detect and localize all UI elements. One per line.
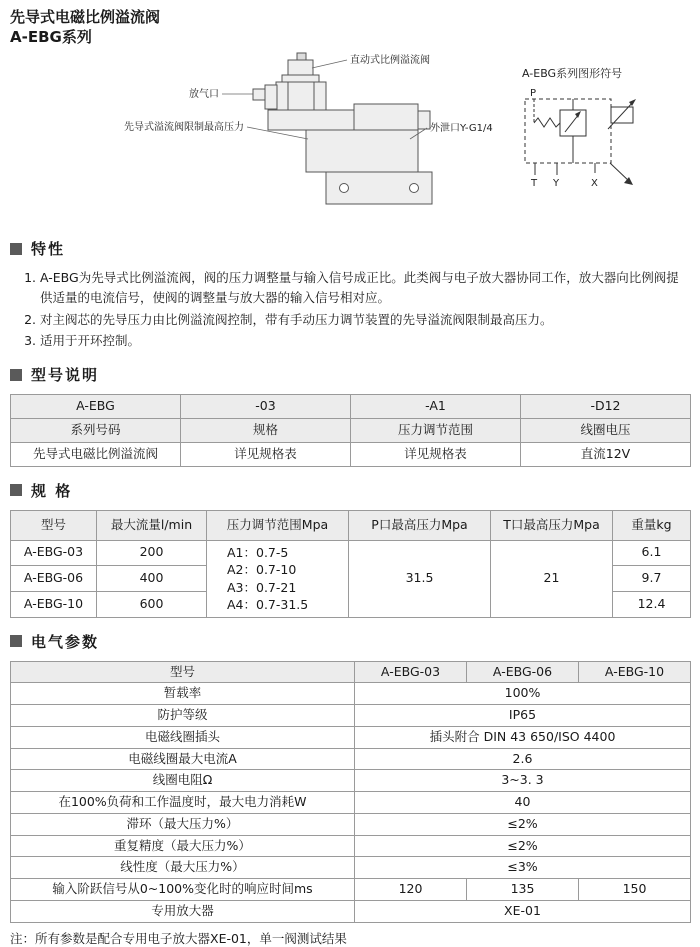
column-header: P口最高压力Mpa	[349, 510, 491, 540]
param-label: 电磁线圈最大电流A	[11, 748, 355, 770]
param-value: 3~3. 3	[355, 770, 691, 792]
param-label: 重复精度（最大压力%）	[11, 835, 355, 857]
table-cell: 规格	[181, 418, 351, 442]
param-value: ≤2%	[355, 835, 691, 857]
table-cell: 压力调节范围	[351, 418, 521, 442]
param-value: 120	[355, 879, 467, 901]
port-label-p: P	[530, 88, 537, 99]
table-cell: 先导式电磁比例溢流阀	[11, 442, 181, 466]
page-title	[10, 8, 690, 47]
table-row	[11, 395, 691, 419]
feature-item: 2. 对主阀芯的先导压力由比例溢流阀控制，带有手动压力调节装置的先导溢流阀限制最高压力。	[40, 310, 682, 330]
table-cell: A-EBG-03	[11, 540, 97, 566]
footnote: 注：所有参数是配合专用电子放大器XE-01，单一阀测试结果	[10, 930, 347, 946]
callout-direct-valve: 直动式比例溢流阀	[350, 55, 430, 66]
table-row	[11, 748, 691, 770]
param-value: ≤3%	[355, 857, 691, 879]
callout-air-vent: 放气口	[189, 89, 219, 100]
table-row	[11, 835, 691, 857]
column-header: 型号	[11, 510, 97, 540]
pressure-range-line: A3：0.7-21	[227, 579, 297, 595]
title-line-2: A-EBG系列	[10, 27, 92, 46]
table-row	[11, 540, 691, 566]
table-row	[11, 683, 691, 705]
table-cell: 系列号码	[11, 418, 181, 442]
table-cell: -D12	[521, 395, 691, 419]
column-header: A-EBG-03	[355, 661, 467, 683]
pressure-range-line: A4：0.7-31.5	[227, 597, 309, 612]
param-label: 专用放大器	[11, 900, 355, 922]
t-max-cell: 21	[491, 540, 613, 617]
param-value: 135	[467, 879, 579, 901]
column-header: T口最高压力Mpa	[491, 510, 613, 540]
param-label: 输入阶跃信号从0~100%变化时的响应时间ms	[11, 879, 355, 901]
table-cell: 600	[97, 591, 207, 617]
column-header: 最大流量l/min	[97, 510, 207, 540]
section-square-icon	[10, 484, 22, 496]
symbol-title: A-EBG系列图形符号	[522, 67, 623, 80]
callout-pilot-valve: 先导式溢流阀限制最高压力	[124, 122, 244, 133]
table-cell: -03	[181, 395, 351, 419]
pressure-range-cell	[207, 540, 349, 617]
table-cell: 9.7	[613, 566, 691, 592]
table-cell: 详见规格表	[181, 442, 351, 466]
param-label: 在100%负荷和工作温度时，最大电力消耗W	[11, 792, 355, 814]
column-header: A-EBG-10	[579, 661, 691, 683]
title-line-1: 先导式电磁比例溢流阀	[10, 8, 161, 26]
section-header-electrical	[10, 631, 690, 652]
table-row	[11, 770, 691, 792]
section-square-icon	[10, 243, 22, 255]
valve-drawing	[10, 47, 690, 225]
table-cell: 线圈电压	[521, 418, 691, 442]
table-row	[11, 813, 691, 835]
param-label: 防护等级	[11, 705, 355, 727]
port-label-y: Y	[553, 178, 560, 189]
section-title-model: 型号说明	[31, 366, 100, 384]
section-header-features	[10, 238, 690, 259]
table-cell: A-EBG-10	[11, 591, 97, 617]
param-label: 暂载率	[11, 683, 355, 705]
param-label: 线性度（最大压力%）	[11, 857, 355, 879]
table-row	[11, 418, 691, 442]
table-row	[11, 900, 691, 922]
param-value: 2.6	[355, 748, 691, 770]
param-value: ≤2%	[355, 813, 691, 835]
param-label: 电磁线圈插头	[11, 726, 355, 748]
column-header: 压力调节范围Mpa	[207, 510, 349, 540]
feature-item: 3. 适用于开环控制。	[40, 331, 682, 351]
valve-drawing-area	[10, 47, 690, 225]
specs-table	[10, 510, 691, 618]
section-square-icon	[10, 369, 22, 381]
section-header-model	[10, 364, 690, 385]
column-header: 型号	[11, 661, 355, 683]
section-title-features: 特性	[31, 240, 66, 258]
column-header: 重量kg	[613, 510, 691, 540]
table-cell: 400	[97, 566, 207, 592]
param-label: 线圈电阻Ω	[11, 770, 355, 792]
table-cell: 6.1	[613, 540, 691, 566]
model-code-table	[10, 394, 691, 467]
section-header-specs	[10, 480, 690, 501]
hydraulic-symbol	[525, 99, 636, 185]
p-max-cell: 31.5	[349, 540, 491, 617]
table-cell: 详见规格表	[351, 442, 521, 466]
param-value: XE-01	[355, 900, 691, 922]
table-cell: 直流12V	[521, 442, 691, 466]
column-header: A-EBG-06	[467, 661, 579, 683]
table-row	[11, 879, 691, 901]
pressure-range-line: A2：0.7-10	[227, 562, 297, 577]
table-row	[11, 442, 691, 466]
table-header-row	[11, 661, 691, 683]
param-value: 150	[579, 879, 691, 901]
table-row	[11, 705, 691, 727]
section-title-electrical: 电气参数	[31, 632, 100, 651]
table-header-row	[11, 510, 691, 540]
features-list	[40, 268, 690, 351]
electrical-table	[10, 661, 691, 923]
param-value: 100%	[355, 683, 691, 705]
table-cell: -A1	[351, 395, 521, 419]
port-label-t: T	[531, 178, 538, 189]
pressure-range-line: A1：0.7-5	[227, 544, 289, 560]
table-cell: A-EBG-06	[11, 566, 97, 592]
feature-item: 1. A-EBG为先导式比例溢流阀，阀的压力调整量与输入信号成正比。此类阀与电子放大器协同工作，放大器向比例阀提供适量的电流信号，使阀的调整量与放大器的输入信号相对应。	[40, 268, 682, 309]
param-value: IP65	[355, 705, 691, 727]
section-square-icon	[10, 635, 22, 647]
table-row	[11, 792, 691, 814]
callout-drain-port: 外泄口Y-G1/4	[430, 123, 493, 134]
table-cell: A-EBG	[11, 395, 181, 419]
valve-body-drawing	[253, 53, 432, 204]
section-title-specs: 规 格	[31, 481, 73, 500]
port-label-x: X	[591, 178, 598, 189]
table-row	[11, 857, 691, 879]
table-cell: 12.4	[613, 591, 691, 617]
param-value: 插头附合 DIN 43 650/ISO 4400	[355, 726, 691, 748]
table-cell: 200	[97, 540, 207, 566]
param-value: 40	[355, 792, 691, 814]
table-row	[11, 726, 691, 748]
param-label: 滞环（最大压力%）	[11, 813, 355, 835]
